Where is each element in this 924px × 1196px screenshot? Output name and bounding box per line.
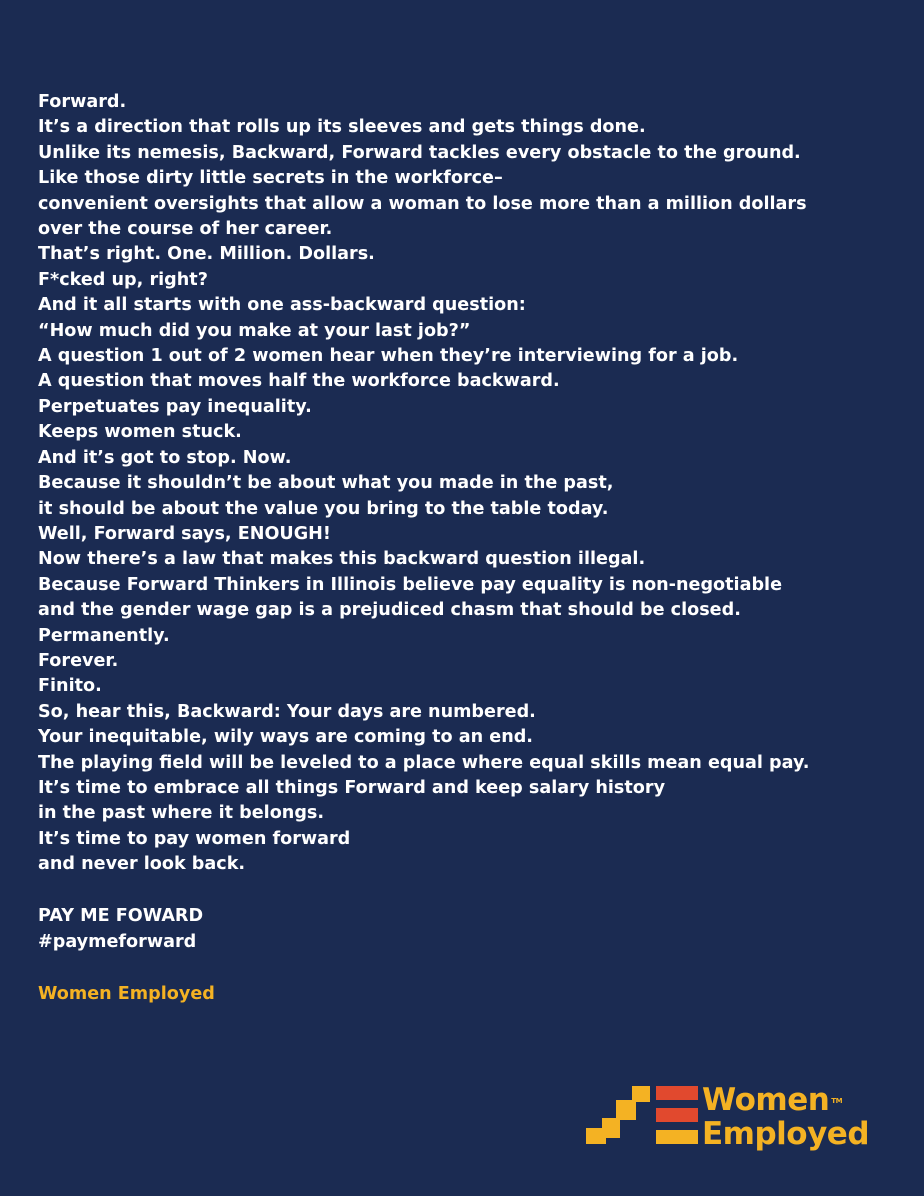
manifesto-line: A question that moves half the workforce backward. <box>38 371 560 392</box>
manifesto-line: in the past where it belongs. <box>38 803 325 824</box>
manifesto-line: The playing field will be leveled to a place where equal skills mean equal pay. <box>38 752 810 773</box>
women-employed-logo <box>586 1082 886 1162</box>
logo-bar-red-2 <box>656 1108 698 1122</box>
manifesto-line: Keeps women stuck. <box>38 422 242 443</box>
logo-bar-red-1 <box>656 1086 698 1100</box>
manifesto-line: Permanently. <box>38 625 170 646</box>
manifesto-line: It’s time to embrace all things Forward and keep salary history <box>38 777 666 798</box>
manifesto-line: it should be about the value you bring to the table today. <box>38 498 609 519</box>
manifesto-line: That’s right. One. Million. Dollars. <box>38 244 375 265</box>
manifesto-line: And it all starts with one ass-backward question: <box>38 295 526 316</box>
manifesto-line: And it’s got to stop. Now. <box>38 447 292 468</box>
manifesto-line: It’s a direction that rolls up its sleeves and gets things done. <box>38 117 646 138</box>
signature: Women Employed <box>38 984 215 1004</box>
logo-trademark: TM <box>831 1097 843 1105</box>
manifesto-line: Unlike its nemesis, Backward, Forward tackles every obstacle to the ground. <box>38 142 801 163</box>
manifesto-line: convenient oversights that allow a woman to lose more than a million dollars <box>38 193 807 214</box>
manifesto-line: A question 1 out of 2 women hear when they’re interviewing for a job. <box>38 346 739 367</box>
logo-bar-yellow <box>656 1130 698 1144</box>
manifesto-line: “How much did you make at your last job?” <box>38 320 471 341</box>
manifesto-line: and the gender wage gap is a prejudiced chasm that should be closed. <box>38 600 741 621</box>
manifesto-line: Because Forward Thinkers in Illinois believe pay equality is non-negotiable <box>38 574 782 595</box>
logo-mark-icon <box>586 1082 698 1154</box>
campaign-hashtag: #paymeforward <box>38 932 197 952</box>
manifesto-line: Because it shouldn’t be about what you made in the past, <box>38 473 614 494</box>
manifesto-text <box>38 90 908 878</box>
manifesto-line: Forever. <box>38 650 119 671</box>
manifesto-line: Perpetuates pay inequality. <box>38 396 312 417</box>
campaign-tagline: PAY ME FOWARD <box>38 906 204 926</box>
manifesto-line: Finito. <box>38 676 102 697</box>
manifesto-line: and never look back. <box>38 854 246 875</box>
logo-word-employed: Employed <box>702 1116 870 1152</box>
logo-wordmark <box>702 1084 869 1151</box>
logo-word-women <box>702 1084 869 1118</box>
manifesto-line: over the course of her career. <box>38 219 333 240</box>
campaign-tag-block <box>38 903 203 955</box>
manifesto-line: Like those dirty little secrets in the workforce– <box>38 168 503 189</box>
logo-word-women-text: Women <box>702 1082 830 1118</box>
logo-stair-shape <box>586 1086 650 1144</box>
manifesto-line: Well, Forward says, ENOUGH! <box>38 523 331 544</box>
manifesto-line: Your inequitable, wily ways are coming to an end. <box>38 727 533 748</box>
manifesto-line: Now there’s a law that makes this backward question illegal. <box>38 549 646 570</box>
manifesto-line: It’s time to pay women forward <box>38 828 351 849</box>
manifesto-line: So, hear this, Backward: Your days are numbered. <box>38 701 536 722</box>
manifesto-line: F*cked up, right? <box>38 269 208 290</box>
manifesto-line: Forward. <box>38 92 127 112</box>
